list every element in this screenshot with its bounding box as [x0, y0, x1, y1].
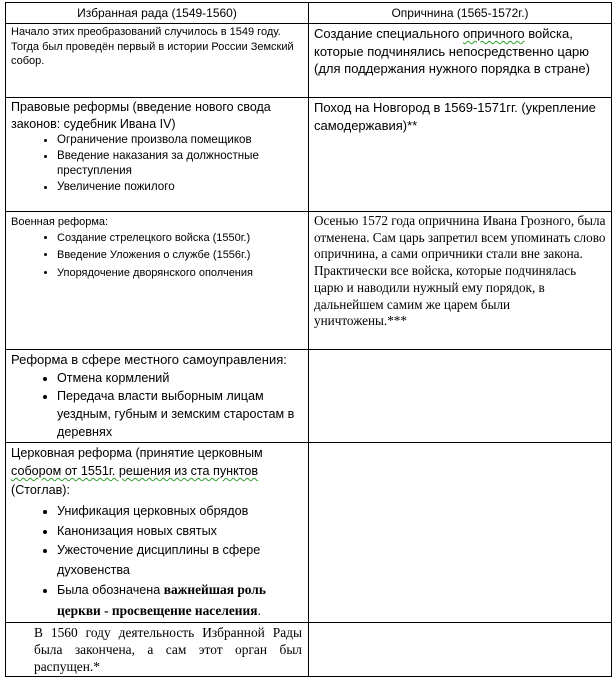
cell-left-6 — [6, 623, 309, 677]
header-izbrannaya-rada: Избранная рада (1549-1560) — [6, 3, 309, 24]
cell-right-4 — [309, 350, 612, 443]
list-item: • Унификация церковных обрядов — [57, 502, 303, 522]
table-row — [6, 350, 612, 443]
list-item-text: Была обозначена — [57, 583, 164, 597]
table-row — [6, 442, 612, 623]
list-item — [57, 580, 303, 621]
cell-title-underlined: собором от 1551г. решения из ста пунктов — [11, 464, 259, 478]
cell-text: Поход на Новгород в 1569-1571гг. (укрепление самодержавия)** — [314, 100, 596, 133]
table-header-row — [6, 3, 612, 24]
list-item: • Увеличение пожилого — [57, 179, 303, 195]
list-item: • Введение Уложения о службе (1556г.) — [57, 247, 303, 265]
cell-title-part: Церковная реформа (принятие церковным — [11, 445, 263, 460]
bullet-list — [11, 502, 303, 621]
cell-right-1 — [309, 24, 612, 98]
cell-right-5 — [309, 442, 612, 623]
cell-left-1 — [6, 24, 309, 98]
cell-left-5 — [6, 442, 309, 623]
list-item: • Передача власти выборным лицам уездным, губным и земским старостам в деревнях — [57, 387, 303, 441]
list-item: • Создание стрелецкого войска (1550г.) — [57, 230, 303, 248]
list-item: • Введение наказания за должностные преступления — [57, 148, 303, 179]
cell-right-2 — [309, 98, 612, 212]
table-row — [6, 623, 612, 677]
cell-right-6 — [309, 623, 612, 677]
bullet-list — [11, 369, 303, 441]
table-row — [6, 212, 612, 350]
cell-text: В 1560 году деятельность Избранной Рады была закончена, а сам этот орган был распущен.* — [34, 625, 302, 674]
header-oprichnina: Опричнина (1565-1572г.) — [309, 3, 612, 24]
list-item: • Канонизация новых святых — [57, 522, 303, 542]
cell-title-part: (Стоглав): — [11, 482, 70, 497]
cell-title — [11, 444, 303, 500]
cell-text: Создание специального — [314, 26, 464, 41]
cell-text: Начало этих преобразований случилось в 1549 году. Тогда был проведён первый в истории России Земский собор. — [11, 26, 294, 67]
list-item-bold: важнейшая роль церкви - просвещение населения — [57, 582, 266, 618]
cell-title: Реформа в сфере местного самоуправления: — [11, 352, 287, 367]
comparison-table — [5, 2, 612, 677]
cell-title: Военная реформа: — [11, 216, 109, 228]
table-row — [6, 98, 612, 212]
cell-right-3 — [309, 212, 612, 350]
list-item: • Отмена кормлений — [57, 369, 303, 387]
cell-text: Осенью 1572 года опричнина Ивана Грозного, была отменена. Сам царь запретил всем упоминать слово опричнина, а сами опричники стали вне закона. Практически все войска, которые подчинялась царю и наводили нужный ему порядок, в дальнейшем самим же царем были уничтожены.*** — [314, 213, 606, 329]
cell-text-underlined: опричного — [463, 26, 525, 41]
list-item: • Ограничение произвола помещиков — [57, 132, 303, 148]
table-row — [6, 24, 612, 98]
cell-text: войска, которые подчинялись непосредственно царю (для поддержания нужного порядка в стране) — [314, 26, 590, 76]
list-item-text: . — [257, 603, 261, 618]
list-item: • Ужесточение дисциплины в сфере духовенства — [57, 541, 303, 580]
cell-left-3 — [6, 212, 309, 350]
cell-left-2 — [6, 98, 309, 212]
bullet-list — [11, 132, 303, 194]
list-item: • Упорядочение дворянского ополчения — [57, 265, 303, 283]
cell-title: Правовые реформы (введение нового свода законов: судебник Ивана IV) — [11, 100, 271, 131]
cell-left-4 — [6, 350, 309, 443]
bullet-list — [11, 230, 303, 283]
